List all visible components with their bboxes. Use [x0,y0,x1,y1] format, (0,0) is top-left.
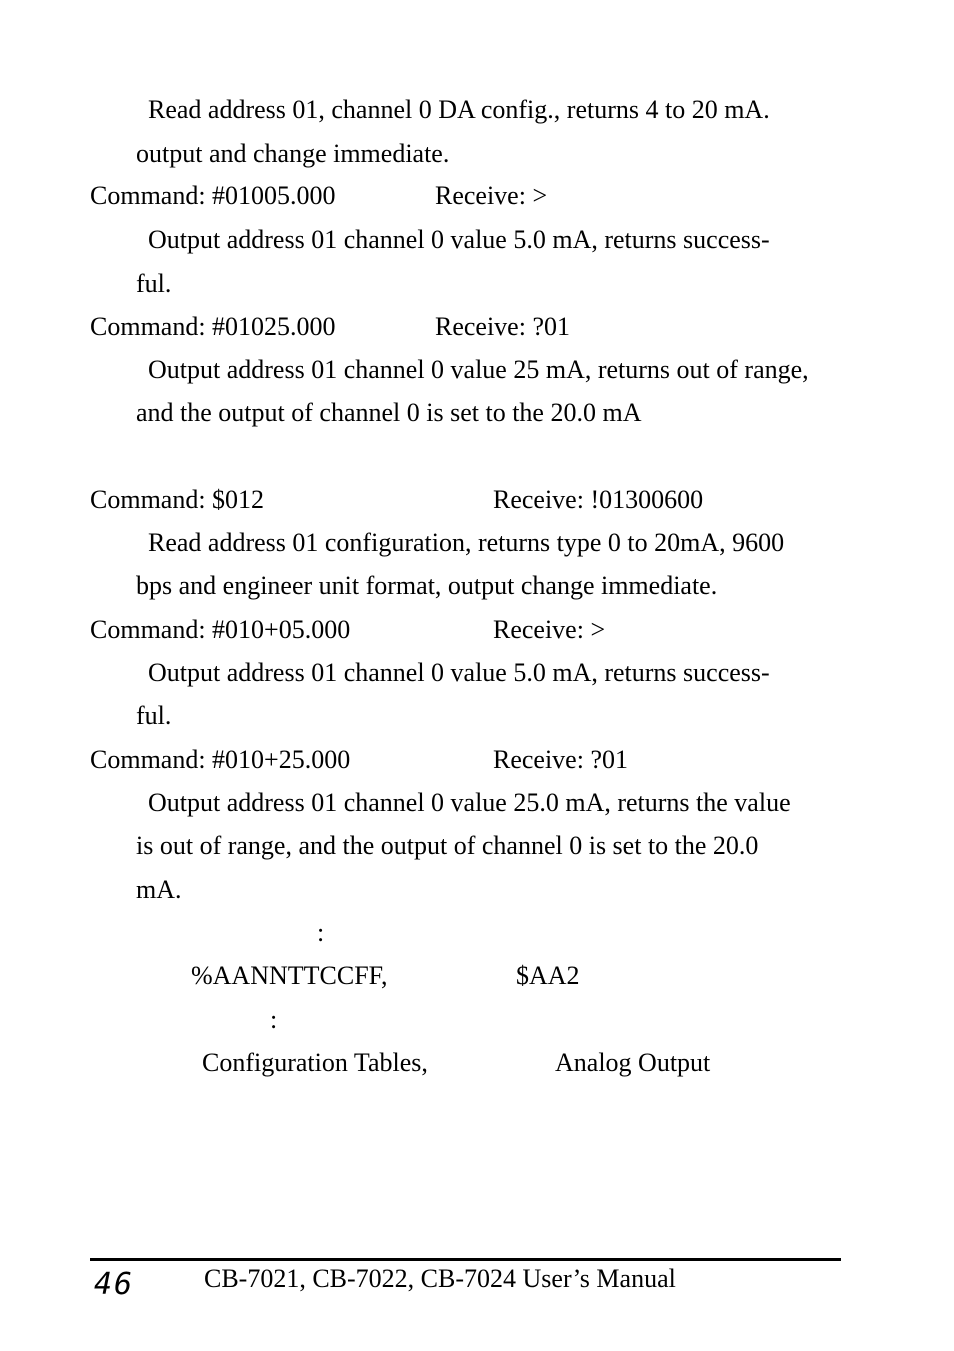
command-description: bps and engineer unit format, output change immediate. [136,571,718,600]
command-description: Output address 01 channel 0 value 25 mA, returns out of range, [148,355,809,384]
command-label: Command: #010+25.000 [90,745,351,774]
related-command-link: $AA2 [516,961,580,990]
example1-desc-line2: output and change immediate. [136,139,450,168]
command-description: Output address 01 channel 0 value 5.0 mA, returns success- [148,658,770,687]
command-description: Output address 01 channel 0 value 25.0 mA, returns the value [148,788,791,817]
related-command-link: %AANNTTCCFF, [191,961,388,990]
receive-label: Receive: > [493,615,606,644]
page-number: 46 [94,1267,135,1302]
command-description: mA. [136,875,182,904]
command-description: Read address 01 configuration, returns type 0 to 20mA, 9600 [148,528,785,557]
command-label: Command: #010+05.000 [90,615,351,644]
receive-label: Receive: > [435,181,548,210]
manual-title: CB-7021, CB-7022, CB-7024 User’s Manual [204,1264,676,1293]
command-description: Output address 01 channel 0 value 5.0 mA, returns success- [148,225,770,254]
command-description: and the output of channel 0 is set to the 20.0 mA [136,398,642,427]
command-label: Command: #01025.000 [90,312,336,341]
receive-label: Receive: ?01 [493,745,628,774]
command-label: Command: $012 [90,485,265,514]
receive-label: Receive: ?01 [435,312,570,341]
command-description: is out of range, and the output of channel 0 is set to the 20.0 [136,831,759,860]
related-topic-link: Analog Output [555,1048,711,1077]
footer-divider [90,1258,841,1261]
related-topics-colon: : [270,1005,278,1034]
command-label: Command: #01005.000 [90,181,336,210]
related-topic-link: Configuration Tables, [202,1048,428,1077]
command-description: ful. [136,269,172,298]
example1-desc-line1: Read address 01, channel 0 DA config., returns 4 to 20 mA. [148,95,770,124]
related-commands-colon: : [317,918,325,947]
command-description: ful. [136,701,172,730]
receive-label: Receive: !01300600 [493,485,704,514]
